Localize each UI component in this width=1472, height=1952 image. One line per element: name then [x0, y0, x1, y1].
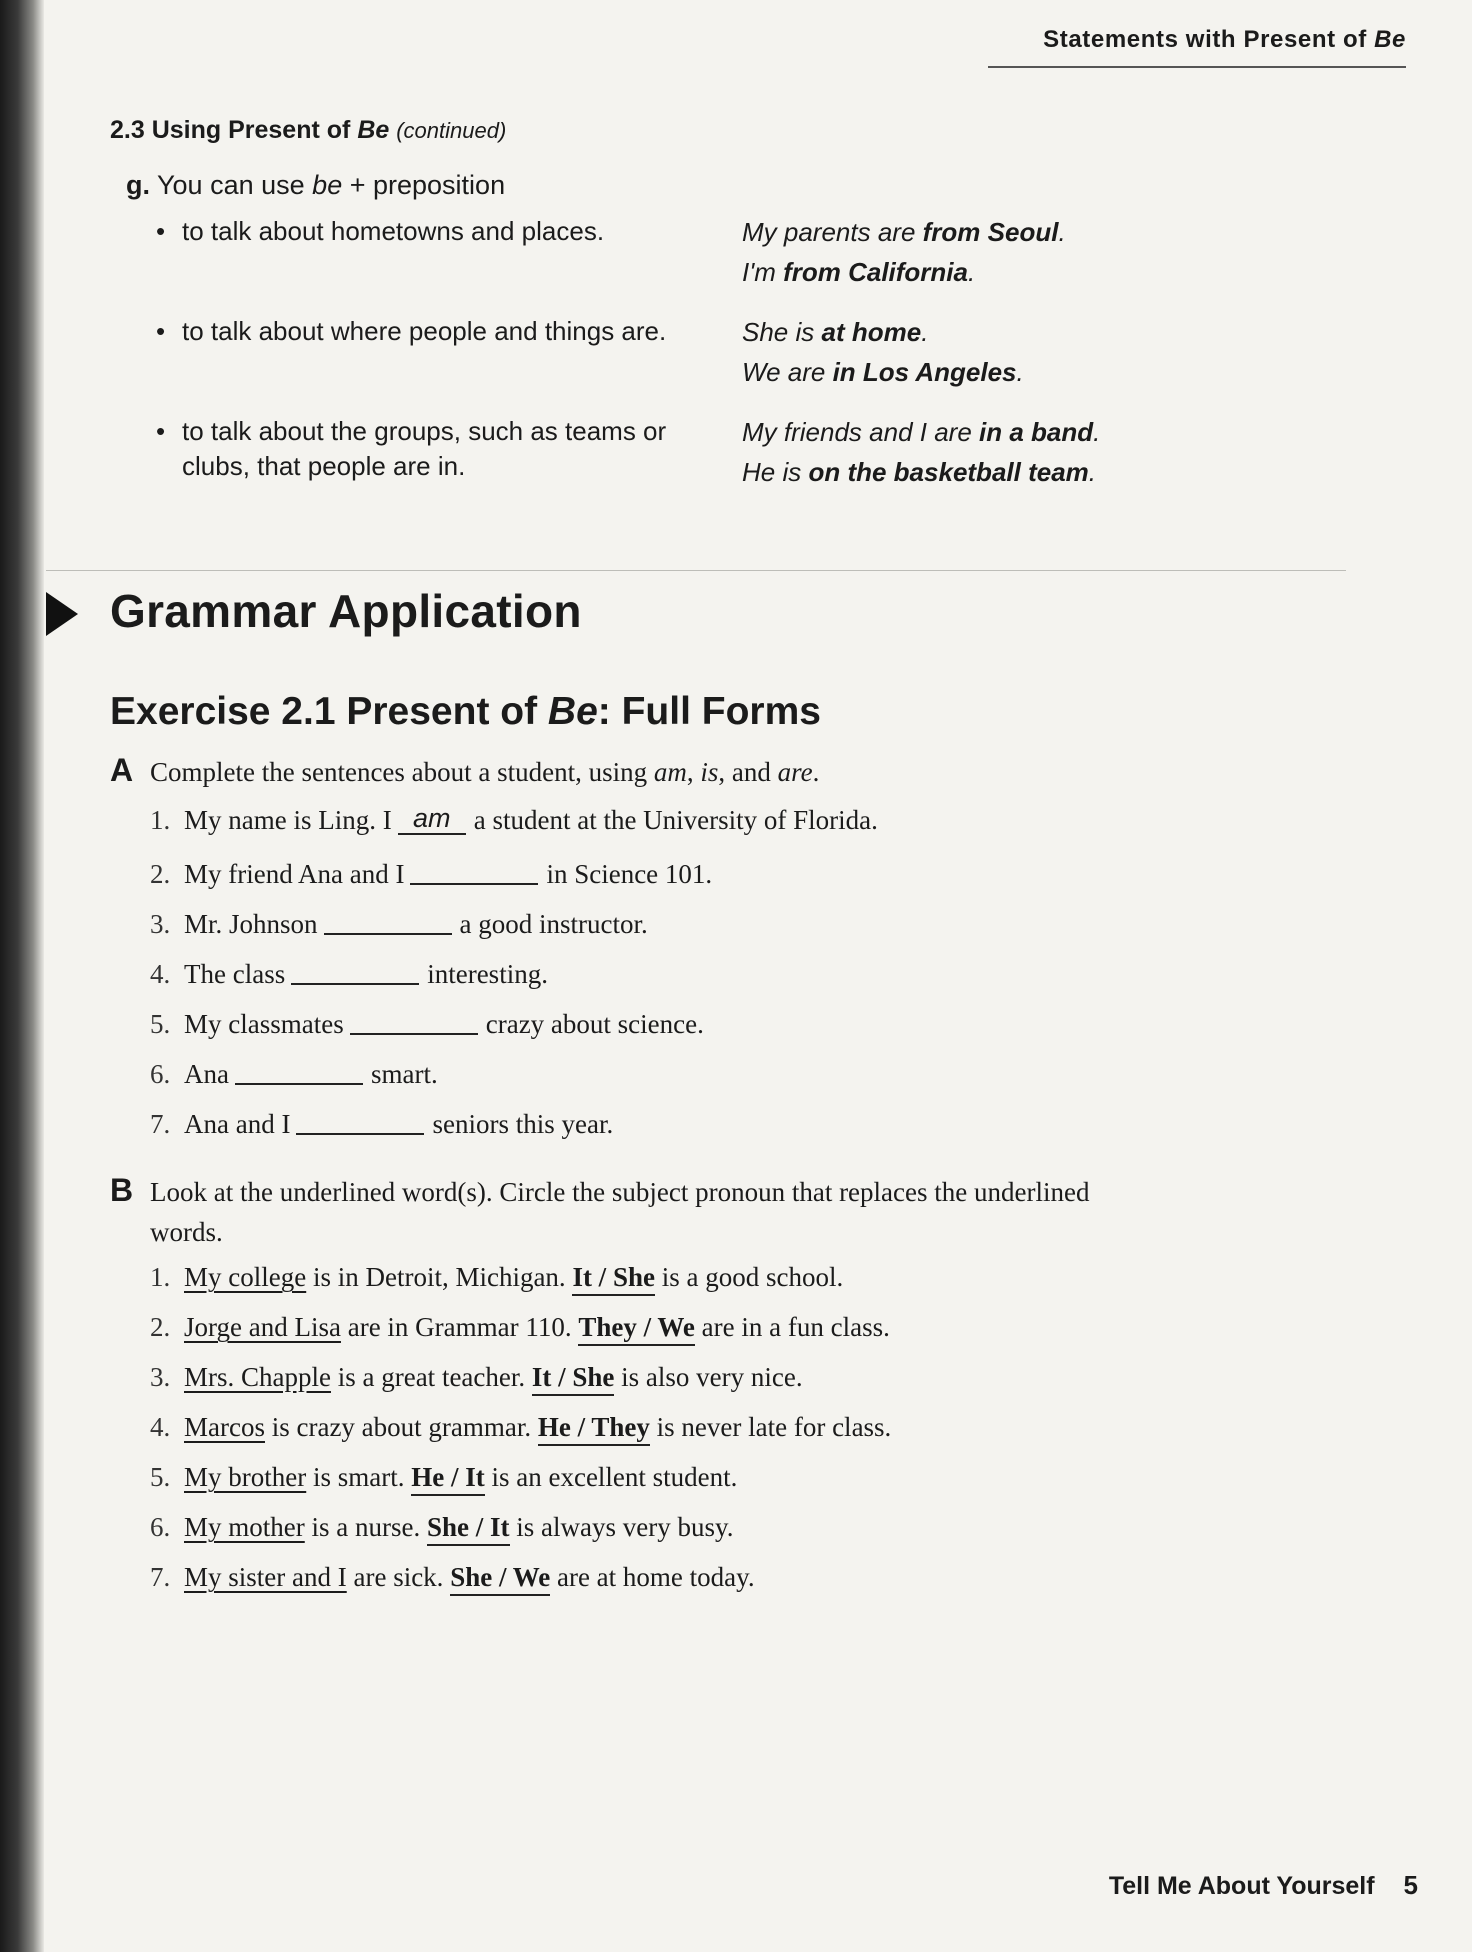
- example-line: I'm from California.: [742, 257, 976, 287]
- answer-blank[interactable]: am: [398, 807, 466, 835]
- answer-blank[interactable]: [350, 1007, 478, 1035]
- part-b-item: 6. My mother is a nurse. She / It is always very busy.: [150, 1512, 733, 1543]
- page-number: 5: [1403, 1870, 1418, 1900]
- play-arrow-icon: [46, 592, 78, 636]
- pronoun-choice[interactable]: It / She: [572, 1262, 655, 1296]
- part-a-item: 4. The class interesting.: [150, 959, 548, 989]
- page-footer: [1109, 1870, 1418, 1901]
- running-head: [1043, 26, 1406, 54]
- rule-g-letter: g.: [126, 170, 150, 200]
- exercise-title-italic: Be: [547, 690, 598, 733]
- running-head-text: Statements with Present of: [1043, 26, 1367, 53]
- example-line: She is at home.: [742, 317, 929, 347]
- pronoun-choice[interactable]: He / They: [538, 1412, 650, 1446]
- pronoun-choice[interactable]: They / We: [578, 1312, 695, 1346]
- bullet-text: • to talk about the groups, such as teams or: [182, 416, 667, 446]
- section-title-italic: Be: [357, 116, 390, 144]
- underlined-subject: Mrs. Chapple: [184, 1362, 331, 1392]
- instruction-word: am: [653, 757, 687, 787]
- example-locations: [742, 312, 1024, 392]
- answer-blank[interactable]: [296, 1107, 424, 1135]
- rule-g-text-post: + preposition: [349, 170, 506, 200]
- pronoun-choice[interactable]: She / We: [450, 1562, 550, 1596]
- bullet-locations: [160, 314, 720, 349]
- rule-g-text: You can use: [157, 170, 305, 200]
- part-b-letter: B: [110, 1172, 134, 1208]
- footer-chapter-title: Tell Me About Yourself: [1108, 1872, 1375, 1900]
- bullet-text: clubs, that people are in.: [182, 451, 466, 481]
- bullet-groups: [160, 414, 720, 484]
- book-binding-shadow: [0, 0, 44, 1952]
- pronoun-choice[interactable]: It / She: [532, 1362, 615, 1396]
- section-divider: [46, 570, 1346, 571]
- section-title-text: 2.3 Using Present of: [110, 116, 351, 144]
- answer-blank[interactable]: [291, 957, 419, 985]
- example-line: My friends and I are in a band.: [742, 417, 1101, 447]
- part-b-item: 5. My brother is smart. He / It is an excellent student.: [150, 1462, 737, 1493]
- section-continued: (continued): [396, 118, 507, 143]
- rule-g-italic: be: [312, 170, 343, 200]
- exercise-title-text: Exercise 2.1 Present of: [110, 690, 538, 733]
- underlined-subject: Marcos: [184, 1412, 265, 1442]
- part-a-item: 2. My friend Ana and I in Science 101.: [150, 859, 713, 889]
- answer-blank[interactable]: [324, 907, 452, 935]
- part-b-item: 3. Mrs. Chapple is a great teacher. It / She is also very nice.: [150, 1362, 803, 1393]
- example-line: He is on the basketball team.: [742, 457, 1097, 487]
- answer-blank[interactable]: [235, 1057, 363, 1085]
- grammar-application-title: Grammar Application: [110, 585, 582, 637]
- exercise-title-post: : Full Forms: [597, 690, 821, 733]
- running-head-italic: Be: [1374, 26, 1406, 53]
- instruction-text: Complete the sentences about a student, using: [150, 757, 648, 787]
- bullet-text: • to talk about where people and things are.: [182, 316, 667, 346]
- pronoun-choice[interactable]: He / It: [411, 1462, 485, 1496]
- part-a-instruction: Complete the sentences about a student, using am, is, and are.: [150, 757, 820, 787]
- running-head-rule: [988, 66, 1406, 68]
- part-a-item: 6. Ana smart.: [150, 1059, 438, 1089]
- bullet-hometowns: [160, 214, 720, 249]
- instruction-text: Look at the underlined word(s). Circle the subject pronoun that replaces the underlined: [150, 1177, 1090, 1207]
- example-hometowns: [742, 212, 1066, 292]
- underlined-subject: My brother: [184, 1462, 307, 1492]
- part-b-item: 1. My college is in Detroit, Michigan. It / She is a good school.: [150, 1262, 843, 1293]
- part-b-item: 7. My sister and I are sick. She / We are at home today.: [150, 1562, 755, 1593]
- instruction-word: are: [777, 757, 813, 787]
- part-b-item: 2. Jorge and Lisa are in Grammar 110. They / We are in a fun class.: [150, 1312, 890, 1343]
- answer-blank[interactable]: [410, 857, 538, 885]
- underlined-subject: My mother: [184, 1512, 305, 1542]
- example-groups: [742, 412, 1100, 492]
- example-line: We are in Los Angeles.: [742, 357, 1024, 387]
- underlined-subject: My college: [184, 1262, 307, 1292]
- example-line: My parents are from Seoul.: [742, 217, 1066, 247]
- pronoun-choice[interactable]: She / It: [427, 1512, 510, 1546]
- exercise-title: [110, 690, 821, 734]
- instruction-text: words.: [150, 1217, 223, 1247]
- bullet-text: • to talk about hometowns and places.: [182, 216, 605, 246]
- rule-g: [126, 170, 505, 201]
- part-b-item: 4. Marcos is crazy about grammar. He / They is never late for class.: [150, 1412, 891, 1443]
- instruction-word: is: [700, 757, 719, 787]
- part-a-item: 1. My name is Ling. I am a student at the University of Florida.: [150, 803, 878, 835]
- part-b-instruction: [150, 1172, 1260, 1252]
- part-a-item: 5. My classmates crazy about science.: [150, 1009, 704, 1039]
- underlined-subject: Jorge and Lisa: [184, 1312, 341, 1342]
- section-title: [110, 116, 506, 145]
- part-a-letter: A: [110, 752, 134, 788]
- part-a-item: 7. Ana and I seniors this year.: [150, 1109, 614, 1139]
- underlined-subject: My sister and I: [184, 1562, 347, 1592]
- part-a-item: 3. Mr. Johnson a good instructor.: [150, 909, 648, 939]
